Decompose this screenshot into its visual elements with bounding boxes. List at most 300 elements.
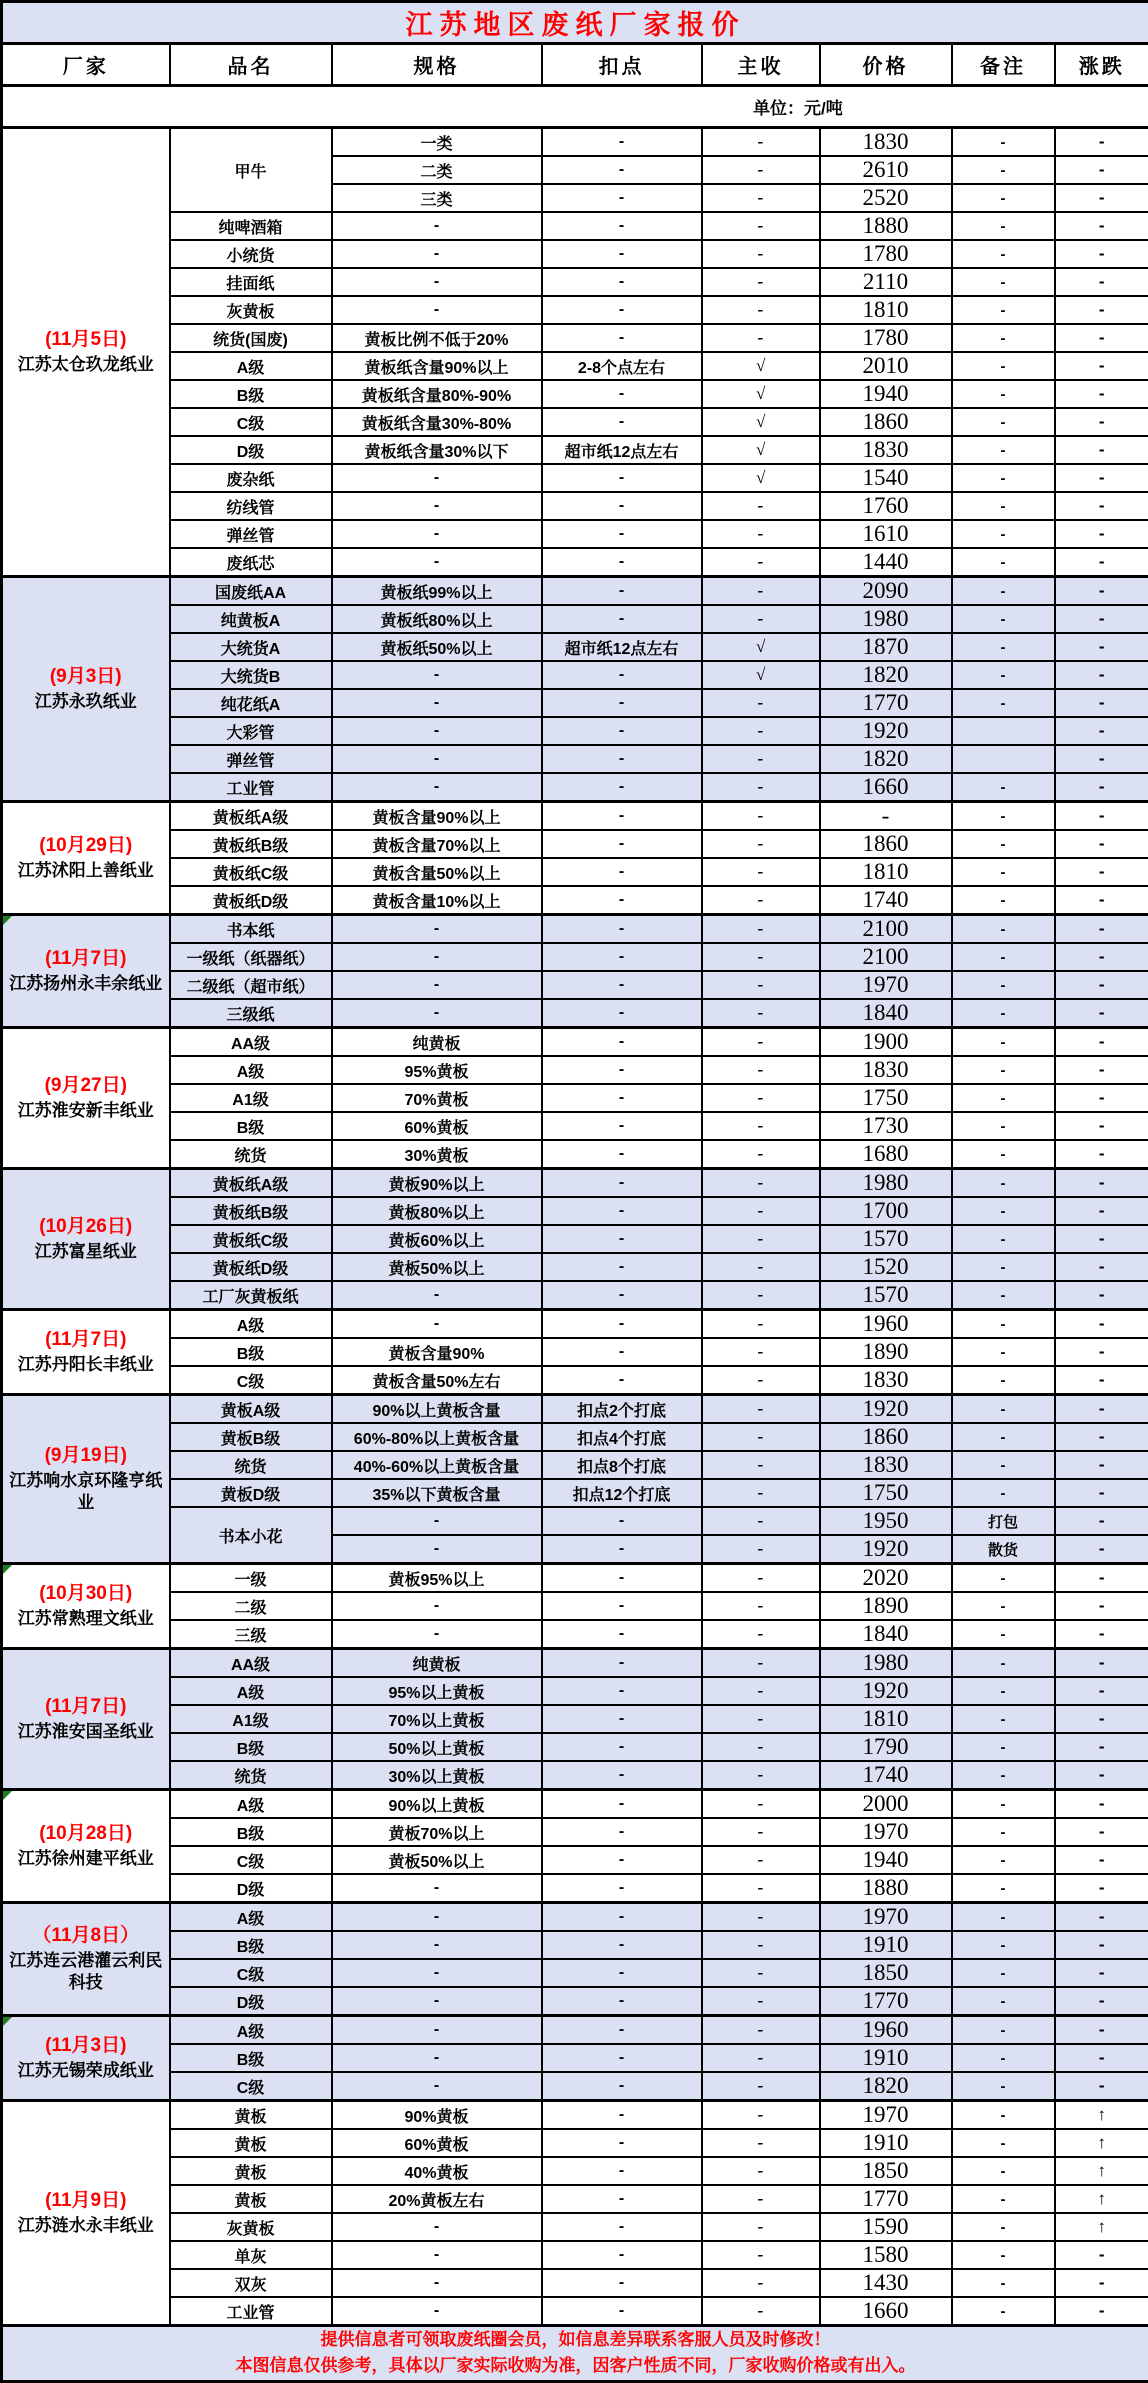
main-purchase-cell: - xyxy=(702,2016,820,2045)
disclaimer-cell xyxy=(2,2326,1148,2382)
trend-cell: - xyxy=(1055,1112,1148,1140)
main-purchase-cell: - xyxy=(702,1423,820,1451)
deduction-cell: - xyxy=(542,1649,702,1678)
sheet-foot xyxy=(2,2326,1148,2382)
product-cell: 挂面纸 xyxy=(170,268,332,296)
main-purchase-cell: √ xyxy=(702,436,820,464)
quote-row xyxy=(2,380,1148,408)
spec-cell: - xyxy=(332,2241,542,2269)
quote-row xyxy=(2,1310,1148,1339)
product-cell: D级 xyxy=(170,436,332,464)
quote-row xyxy=(2,1507,1148,1535)
spec-cell: - xyxy=(332,548,542,577)
spec-cell: - xyxy=(332,2269,542,2297)
trend-cell: - xyxy=(1055,2044,1148,2072)
spec-cell: 30%黄板 xyxy=(332,1140,542,1169)
deduction-cell: - xyxy=(542,1733,702,1761)
quote-row xyxy=(2,802,1148,831)
trend-cell: - xyxy=(1055,1310,1148,1339)
price-cell: 1440 xyxy=(820,548,952,577)
price-cell: 1570 xyxy=(820,1281,952,1310)
product-cell: 双灰 xyxy=(170,2269,332,2297)
spec-cell: - xyxy=(332,943,542,971)
price-cell: 2090 xyxy=(820,577,952,606)
note-cell: - xyxy=(952,492,1055,520)
quote-row xyxy=(2,1451,1148,1479)
sheet-head xyxy=(2,2,1148,128)
note-cell: - xyxy=(952,830,1055,858)
spec-cell: - xyxy=(332,212,542,240)
deduction-cell: - xyxy=(542,2101,702,2130)
note-cell: - xyxy=(952,2044,1055,2072)
trend-cell: - xyxy=(1055,577,1148,606)
price-cell: 1760 xyxy=(820,492,952,520)
price-cell: 1790 xyxy=(820,1733,952,1761)
price-cell: 1610 xyxy=(820,520,952,548)
note-cell: - xyxy=(952,943,1055,971)
product-cell: C级 xyxy=(170,1366,332,1395)
note-cell: - xyxy=(952,324,1055,352)
main-purchase-cell: - xyxy=(702,1338,820,1366)
spec-cell: 90%以上黄板含量 xyxy=(332,1395,542,1424)
trend-cell: - xyxy=(1055,971,1148,999)
trend-cell: - xyxy=(1055,464,1148,492)
trend-cell: - xyxy=(1055,492,1148,520)
note-cell: - xyxy=(952,1987,1055,2016)
trend-cell: - xyxy=(1055,520,1148,548)
product-cell: 黄板B级 xyxy=(170,1423,332,1451)
trend-cell: - xyxy=(1055,212,1148,240)
factory-cell xyxy=(2,1169,170,1310)
note-cell: - xyxy=(952,1197,1055,1225)
spec-cell: 黄板含量70%以上 xyxy=(332,830,542,858)
product-cell: C级 xyxy=(170,1846,332,1874)
deduction-cell: - xyxy=(542,1366,702,1395)
quote-row xyxy=(2,1620,1148,1649)
product-cell: 黄板纸D级 xyxy=(170,886,332,915)
quote-row xyxy=(2,2241,1148,2269)
quote-row xyxy=(2,1733,1148,1761)
deduction-cell: 2-8个点左右 xyxy=(542,352,702,380)
spec-cell: - xyxy=(332,661,542,689)
main-purchase-cell: - xyxy=(702,1620,820,1649)
quote-row xyxy=(2,1395,1148,1424)
deduction-cell: - xyxy=(542,2072,702,2101)
product-cell: 黄板 xyxy=(170,2157,332,2185)
deduction-cell: - xyxy=(542,492,702,520)
price-cell: 1900 xyxy=(820,1028,952,1057)
product-cell: 黄板A级 xyxy=(170,1395,332,1424)
unit-note-cell xyxy=(2,86,1148,128)
product-cell: AA级 xyxy=(170,1649,332,1678)
main-purchase-cell: - xyxy=(702,1818,820,1846)
note-cell: - xyxy=(952,1253,1055,1281)
product-cell: 废杂纸 xyxy=(170,464,332,492)
note-cell: - xyxy=(952,128,1055,157)
price-cell: 2110 xyxy=(820,268,952,296)
product-cell: 弹丝管 xyxy=(170,745,332,773)
price-cell: 1920 xyxy=(820,1395,952,1424)
trend-cell: - xyxy=(1055,1169,1148,1198)
note-cell: - xyxy=(952,1818,1055,1846)
quote-row xyxy=(2,2101,1148,2130)
quote-row xyxy=(2,1338,1148,1366)
product-cell: A级 xyxy=(170,352,332,380)
deduction-cell: - xyxy=(542,1790,702,1819)
price-cell: 1960 xyxy=(820,2016,952,2045)
quote-row xyxy=(2,1761,1148,1790)
spec-cell: - xyxy=(332,745,542,773)
price-cell: 1890 xyxy=(820,1338,952,1366)
price-cell: 1540 xyxy=(820,464,952,492)
note-cell: - xyxy=(952,1140,1055,1169)
quote-date: (11月7日) xyxy=(3,947,169,972)
spec-cell: 黄板95%以上 xyxy=(332,1564,542,1593)
spec-cell: 纯黄板 xyxy=(332,1649,542,1678)
product-cell: 一级 xyxy=(170,1564,332,1593)
quote-row xyxy=(2,464,1148,492)
note-cell: 散货 xyxy=(952,1535,1055,1564)
quote-row xyxy=(2,1649,1148,1678)
deduction-cell: - xyxy=(542,745,702,773)
main-purchase-cell: - xyxy=(702,1507,820,1535)
product-cell: 工业管 xyxy=(170,2297,332,2326)
factory-cell xyxy=(2,802,170,915)
price-cell: 1950 xyxy=(820,1507,952,1535)
factory-cell xyxy=(2,1903,170,2016)
price-cell: 1960 xyxy=(820,1310,952,1339)
product-cell: A级 xyxy=(170,1903,332,1932)
deduction-cell: - xyxy=(542,380,702,408)
note-cell xyxy=(952,717,1055,745)
trend-cell: - xyxy=(1055,1395,1148,1424)
product-cell: A级 xyxy=(170,1056,332,1084)
price-cell: 1820 xyxy=(820,661,952,689)
main-purchase-cell: - xyxy=(702,240,820,268)
spec-cell: 40%-60%以上黄板含量 xyxy=(332,1451,542,1479)
price-cell: 1810 xyxy=(820,858,952,886)
quote-row xyxy=(2,1253,1148,1281)
price-cell: 1730 xyxy=(820,1112,952,1140)
product-cell: 大统货B xyxy=(170,661,332,689)
note-cell: - xyxy=(952,1084,1055,1112)
note-cell: - xyxy=(952,548,1055,577)
trend-cell: - xyxy=(1055,1084,1148,1112)
deduction-cell: - xyxy=(542,1903,702,1932)
trend-cell: - xyxy=(1055,1818,1148,1846)
quote-row xyxy=(2,689,1148,717)
note-cell: - xyxy=(952,1310,1055,1339)
product-cell: 大统货A xyxy=(170,633,332,661)
factory-cell xyxy=(2,128,170,577)
quote-row xyxy=(2,1225,1148,1253)
deduction-cell: - xyxy=(542,717,702,745)
quote-row xyxy=(2,128,1148,157)
product-cell: D级 xyxy=(170,1987,332,2016)
excel-flag-triangle-icon xyxy=(3,2017,12,2026)
price-cell: 2520 xyxy=(820,184,952,212)
trend-cell: - xyxy=(1055,773,1148,802)
trend-cell: - xyxy=(1055,1056,1148,1084)
main-purchase-cell: - xyxy=(702,943,820,971)
spec-cell: 60%黄板 xyxy=(332,1112,542,1140)
note-cell: - xyxy=(952,577,1055,606)
note-cell: - xyxy=(952,633,1055,661)
main-purchase-cell: √ xyxy=(702,633,820,661)
spec-cell: 黄板60%以上 xyxy=(332,1225,542,1253)
main-purchase-cell: - xyxy=(702,999,820,1028)
main-purchase-cell: - xyxy=(702,1874,820,1903)
spec-cell: - xyxy=(332,915,542,944)
deduction-cell: - xyxy=(542,886,702,915)
trend-cell: - xyxy=(1055,1620,1148,1649)
trend-cell: - xyxy=(1055,1592,1148,1620)
quote-row xyxy=(2,1874,1148,1903)
price-cell: 1780 xyxy=(820,324,952,352)
price-cell: 1910 xyxy=(820,2129,952,2157)
spec-cell: 90%以上黄板 xyxy=(332,1790,542,1819)
spec-cell: - xyxy=(332,1310,542,1339)
note-cell: - xyxy=(952,1169,1055,1198)
quote-row xyxy=(2,1959,1148,1987)
product-cell: A级 xyxy=(170,1677,332,1705)
trend-cell: - xyxy=(1055,324,1148,352)
trend-cell: - xyxy=(1055,915,1148,944)
quote-row xyxy=(2,1366,1148,1395)
note-cell: - xyxy=(952,1874,1055,1903)
note-cell: - xyxy=(952,2129,1055,2157)
quote-row xyxy=(2,2297,1148,2326)
main-purchase-cell: - xyxy=(702,717,820,745)
col-header-trend: 涨跌 xyxy=(1055,44,1148,86)
price-cell: 2100 xyxy=(820,915,952,944)
main-purchase-cell: - xyxy=(702,548,820,577)
deduction-cell: - xyxy=(542,577,702,606)
price-cell: 1910 xyxy=(820,2044,952,2072)
main-purchase-cell: - xyxy=(702,1084,820,1112)
spec-cell: - xyxy=(332,520,542,548)
note-cell: - xyxy=(952,240,1055,268)
main-purchase-cell: - xyxy=(702,296,820,324)
price-cell: 1700 xyxy=(820,1197,952,1225)
note-cell: - xyxy=(952,408,1055,436)
main-purchase-cell: - xyxy=(702,886,820,915)
price-cell: 1830 xyxy=(820,436,952,464)
factory-name: 江苏沭阳上善纸业 xyxy=(3,860,169,882)
main-purchase-cell: - xyxy=(702,745,820,773)
quote-row xyxy=(2,1197,1148,1225)
spec-cell: 95%以上黄板 xyxy=(332,1677,542,1705)
quote-row xyxy=(2,1423,1148,1451)
deduction-cell: - xyxy=(542,1253,702,1281)
col-header-note: 备注 xyxy=(952,44,1055,86)
quote-row xyxy=(2,436,1148,464)
main-purchase-cell: - xyxy=(702,1733,820,1761)
product-cell: A级 xyxy=(170,1790,332,1819)
trend-cell: - xyxy=(1055,943,1148,971)
product-cell: 统货(国废) xyxy=(170,324,332,352)
product-cell: 黄板 xyxy=(170,2101,332,2130)
deduction-cell: - xyxy=(542,2297,702,2326)
product-cell: AA级 xyxy=(170,1028,332,1057)
deduction-cell: - xyxy=(542,1028,702,1057)
price-cell: 1970 xyxy=(820,2101,952,2130)
trend-cell: - xyxy=(1055,661,1148,689)
trend-cell: - xyxy=(1055,1649,1148,1678)
note-cell: - xyxy=(952,1959,1055,1987)
quote-date: (10月30日) xyxy=(3,1582,169,1607)
note-cell: - xyxy=(952,2016,1055,2045)
quote-row xyxy=(2,1112,1148,1140)
spec-cell: - xyxy=(332,717,542,745)
quote-row xyxy=(2,745,1148,773)
trend-cell: - xyxy=(1055,1507,1148,1535)
price-cell: 1920 xyxy=(820,1535,952,1564)
deduction-cell: - xyxy=(542,858,702,886)
trend-cell: - xyxy=(1055,689,1148,717)
deduction-cell: - xyxy=(542,943,702,971)
note-cell: - xyxy=(952,2213,1055,2241)
deduction-cell: - xyxy=(542,2016,702,2045)
main-purchase-cell: - xyxy=(702,2044,820,2072)
deduction-cell: - xyxy=(542,156,702,184)
note-cell: - xyxy=(952,773,1055,802)
note-cell: - xyxy=(952,802,1055,831)
quote-date: （11月8日） xyxy=(3,1924,169,1949)
quote-row xyxy=(2,858,1148,886)
factory-cell xyxy=(2,1649,170,1790)
quote-row xyxy=(2,661,1148,689)
product-cell: A1级 xyxy=(170,1705,332,1733)
spec-cell: 黄板含量50%左右 xyxy=(332,1366,542,1395)
spec-cell: 黄板80%以上 xyxy=(332,1197,542,1225)
note-cell: - xyxy=(952,184,1055,212)
main-purchase-cell: - xyxy=(702,156,820,184)
deduction-cell: - xyxy=(542,240,702,268)
main-purchase-cell: - xyxy=(702,2297,820,2326)
col-header-price: 价格 xyxy=(820,44,952,86)
main-purchase-cell: - xyxy=(702,1479,820,1507)
trend-cell: - xyxy=(1055,1479,1148,1507)
price-cell: 1830 xyxy=(820,1366,952,1395)
quote-date: (10月29日) xyxy=(3,834,169,859)
spec-cell: 黄板比例不低于20% xyxy=(332,324,542,352)
product-cell: 大彩管 xyxy=(170,717,332,745)
spec-cell: 70%黄板 xyxy=(332,1084,542,1112)
price-cell: 1860 xyxy=(820,830,952,858)
deduction-cell: - xyxy=(542,1931,702,1959)
deduction-cell: - xyxy=(542,1310,702,1339)
spec-cell: - xyxy=(332,1959,542,1987)
trend-cell: - xyxy=(1055,1705,1148,1733)
note-cell: - xyxy=(952,1620,1055,1649)
spec-cell: 黄板纸含量30%以下 xyxy=(332,436,542,464)
price-cell: 1680 xyxy=(820,1140,952,1169)
main-purchase-cell: - xyxy=(702,2101,820,2130)
main-purchase-cell: - xyxy=(702,971,820,999)
quote-date: (9月19日) xyxy=(3,1444,169,1469)
note-cell: - xyxy=(952,999,1055,1028)
trend-cell: - xyxy=(1055,1959,1148,1987)
factory-cell xyxy=(2,1395,170,1564)
deduction-cell: - xyxy=(542,1056,702,1084)
main-purchase-cell: - xyxy=(702,1395,820,1424)
quote-row xyxy=(2,1790,1148,1819)
factory-name: 江苏响水京环隆亨纸业 xyxy=(3,1470,169,1514)
note-cell: - xyxy=(952,1112,1055,1140)
quote-row xyxy=(2,1592,1148,1620)
deduction-cell: - xyxy=(542,830,702,858)
product-cell: 一级纸（纸器纸） xyxy=(170,943,332,971)
spec-cell: - xyxy=(332,971,542,999)
factory-cell xyxy=(2,915,170,1028)
deduction-cell: - xyxy=(542,802,702,831)
deduction-cell: - xyxy=(542,915,702,944)
excel-flag-triangle-icon xyxy=(3,1565,12,1574)
quote-row xyxy=(2,1028,1148,1057)
price-cell: 1660 xyxy=(820,773,952,802)
price-cell: 1850 xyxy=(820,1959,952,1987)
quote-row xyxy=(2,2044,1148,2072)
spec-cell: - xyxy=(332,773,542,802)
trend-cell: - xyxy=(1055,2016,1148,2045)
price-cell: 1940 xyxy=(820,380,952,408)
price-cell: 1840 xyxy=(820,1620,952,1649)
factory-cell xyxy=(2,2016,170,2101)
trend-cell: ↑ xyxy=(1055,2129,1148,2157)
price-cell: 1430 xyxy=(820,2269,952,2297)
note-cell: - xyxy=(952,1451,1055,1479)
quote-row xyxy=(2,1987,1148,2016)
trend-cell: - xyxy=(1055,1761,1148,1790)
trend-cell: - xyxy=(1055,1733,1148,1761)
trend-cell: - xyxy=(1055,1338,1148,1366)
note-cell: - xyxy=(952,886,1055,915)
deduction-cell: - xyxy=(542,520,702,548)
quote-row xyxy=(2,605,1148,633)
price-cell: 1750 xyxy=(820,1479,952,1507)
deduction-cell: - xyxy=(542,1338,702,1366)
note-cell: - xyxy=(952,352,1055,380)
deduction-cell: - xyxy=(542,1987,702,2016)
main-purchase-cell: √ xyxy=(702,464,820,492)
trend-cell: - xyxy=(1055,1846,1148,1874)
product-cell: 二级纸（超市纸） xyxy=(170,971,332,999)
price-cell: 1890 xyxy=(820,1592,952,1620)
quote-row xyxy=(2,212,1148,240)
trend-cell: - xyxy=(1055,352,1148,380)
deduction-cell: - xyxy=(542,408,702,436)
main-purchase-cell: - xyxy=(702,2157,820,2185)
deduction-cell: - xyxy=(542,324,702,352)
deduction-cell: - xyxy=(542,971,702,999)
product-cell: 书本小花 xyxy=(170,1507,332,1564)
main-purchase-cell: - xyxy=(702,324,820,352)
spec-cell: 黄板纸99%以上 xyxy=(332,577,542,606)
trend-cell: - xyxy=(1055,745,1148,773)
price-cell: 1660 xyxy=(820,2297,952,2326)
main-purchase-cell: - xyxy=(702,1281,820,1310)
price-cell: 1860 xyxy=(820,1423,952,1451)
product-cell: 黄板纸B级 xyxy=(170,830,332,858)
factory-cell xyxy=(2,577,170,802)
main-purchase-cell: - xyxy=(702,1649,820,1678)
product-cell: B级 xyxy=(170,1818,332,1846)
trend-cell: - xyxy=(1055,156,1148,184)
product-cell: 单灰 xyxy=(170,2241,332,2269)
deduction-cell: - xyxy=(542,1705,702,1733)
trend-cell: - xyxy=(1055,1423,1148,1451)
